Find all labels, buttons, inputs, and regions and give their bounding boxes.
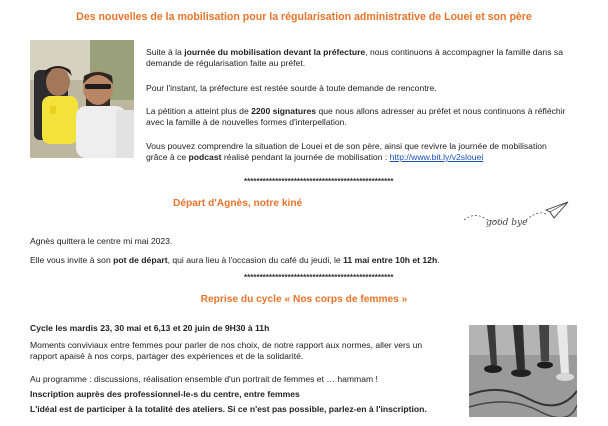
separator-1: ************************************************ bbox=[244, 177, 394, 186]
cycle-schedule: Cycle les mardis 23, 30 mai et 6,13 et 20 juin de 9H30 à 11h bbox=[30, 323, 270, 333]
paragraph-inscription: Inscription auprès des professionnel-le-s du centre, entre femmes bbox=[30, 389, 300, 399]
p2-middle: , qui aura lieu à l'occasion du café du jeudi, le bbox=[167, 255, 344, 265]
louei-photo bbox=[30, 40, 134, 158]
p4-text-after: réalisé pendant la journée de mobilisation : bbox=[221, 152, 390, 162]
p4-bold: podcast bbox=[188, 152, 222, 162]
women-feet-photo bbox=[469, 325, 577, 417]
paragraph-petition-intro bbox=[146, 47, 563, 69]
goodbye-doodle bbox=[462, 198, 572, 232]
paragraph-programme: Au programme : discussions, réalisation ensemble d'un portrait de femmes et … hammam ! bbox=[30, 374, 378, 384]
p3-text-after: que nous allons adresser au préfet et nous continuons à réfléchir bbox=[316, 106, 566, 116]
p4-line1: Vous pouvez comprendre la situation de Louei et de son père, ainsi que revivre la journée de mobilisation bbox=[146, 141, 547, 151]
p3-line2: avec la famille à de nouvelles formes d'interpellation. bbox=[146, 117, 347, 127]
paragraph-pot-depart bbox=[30, 255, 440, 266]
paragraph-podcast bbox=[146, 141, 547, 163]
p1-text: Suite à la bbox=[146, 47, 185, 57]
section-title-mobilisation: Des nouvelles de la mobilisation pour la régularisation administrative de Louei et son père bbox=[76, 11, 532, 23]
p3-bold: 2200 signatures bbox=[251, 106, 317, 116]
section-title-agnes: Départ d'Agnès, notre kiné bbox=[173, 198, 303, 209]
moments-line2: rapport apaisé à nos corps, partager des expériences et de la solidarité. bbox=[30, 351, 304, 361]
p4-text: grâce à ce bbox=[146, 152, 189, 162]
p2-text: Elle vous invite à son bbox=[30, 255, 114, 265]
p2-bold2: 11 mai entre 10h et 12h bbox=[343, 255, 438, 265]
podcast-link[interactable]: http://www.bit.ly/v2slouei bbox=[389, 152, 484, 162]
separator-2: ************************************************ bbox=[244, 273, 394, 282]
p1-bold: journée du mobilisation devant la préfecture bbox=[184, 47, 366, 57]
paragraph-moments bbox=[30, 340, 422, 362]
doodle-text: good bye bbox=[486, 218, 528, 228]
p3-text: La pétition a atteint plus de bbox=[146, 106, 252, 116]
p2-end: . bbox=[437, 255, 440, 265]
paragraph-ideal: L'idéal est de participer à la totalité des ateliers. Si ce n'est pas possible, parlez-en à l'inscription. bbox=[30, 404, 427, 414]
section-title-corps-femmes: Reprise du cycle « Nos corps de femmes » bbox=[200, 294, 408, 305]
paragraph-prefecture: Pour l'instant, la préfecture est restée sourde à toute demande de rencontre. bbox=[146, 83, 437, 93]
moments-line1: Moments conviviaux entre femmes pour parler de nos choix, de notre rapport aux normes, aller vers un bbox=[30, 340, 423, 350]
p1-line2: demande de régularisation faite au préfet. bbox=[146, 58, 306, 68]
p2-bold1: pot de départ bbox=[113, 255, 168, 265]
p1-text-after: , nous continuons à accompagner la famille dans sa bbox=[365, 47, 563, 57]
paragraph-signatures bbox=[146, 106, 565, 128]
paragraph-agnes-leaves: Agnès quittera le centre mi mai 2023. bbox=[30, 236, 173, 246]
